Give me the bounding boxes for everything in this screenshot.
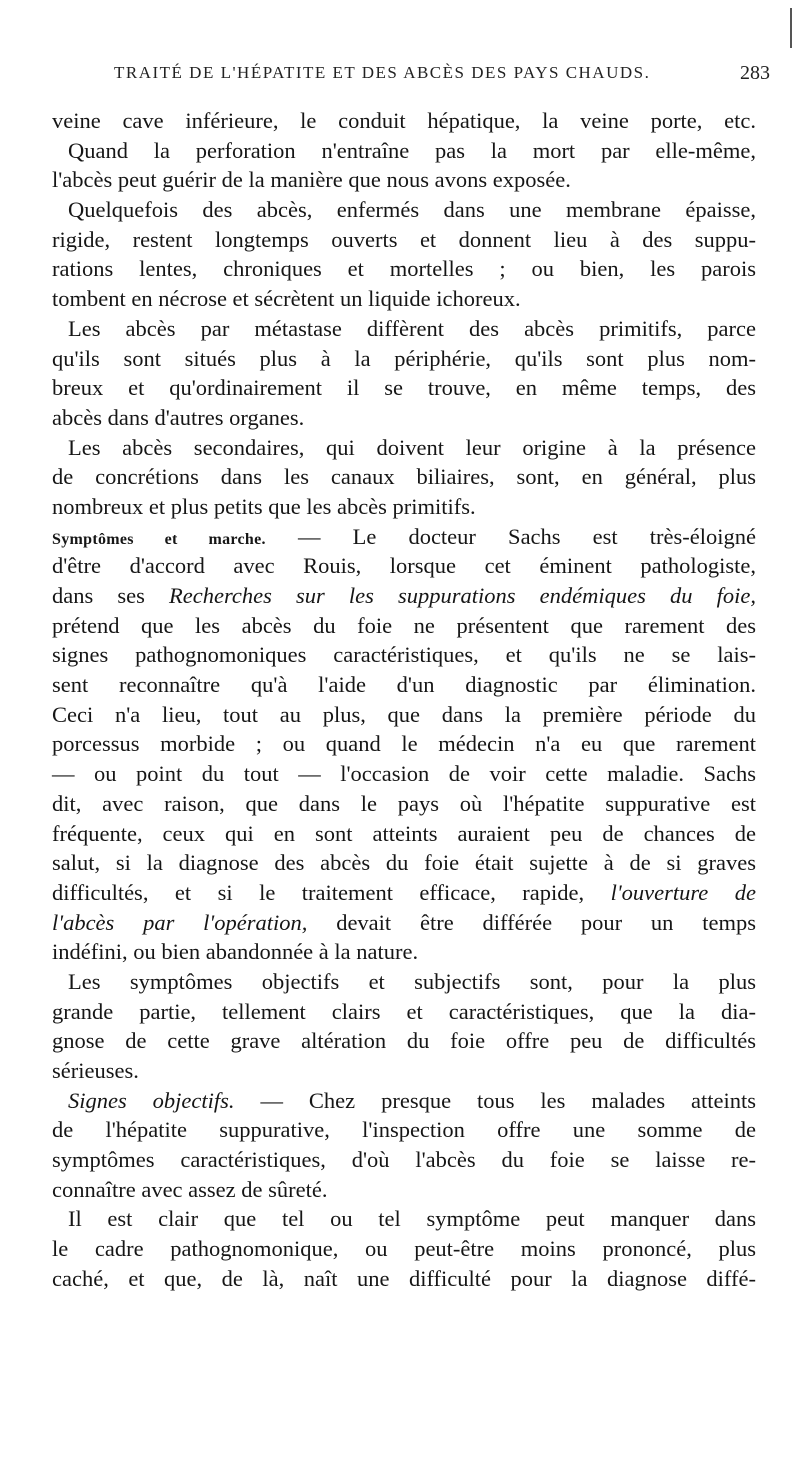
text-run: difficultés, et si le traitement efficace, rapide, bbox=[52, 879, 611, 905]
text-line: Ceci n'a lieu, tout au plus, que dans la première période du bbox=[52, 701, 756, 727]
text-line: grande partie, tellement clairs et caractéristiques, que la dia- bbox=[52, 998, 756, 1024]
text-line bbox=[52, 908, 756, 938]
text-run: dans ses bbox=[52, 583, 169, 608]
text-line: Les symptômes objectifs et subjectifs sont, pour la plus bbox=[68, 968, 756, 994]
text-line: nombreux et plus petits que les abcès primitifs. bbox=[52, 493, 476, 519]
text-line bbox=[52, 878, 756, 908]
body-text bbox=[52, 106, 756, 1294]
text-line: indéfini, ou bien abandonnée à la nature. bbox=[52, 939, 419, 965]
text-line bbox=[52, 1086, 756, 1116]
text-line: d'être d'accord avec Rouis, lorsque cet éminent pathologiste, bbox=[52, 553, 756, 579]
text-line bbox=[52, 522, 756, 552]
page-number: 283 bbox=[740, 62, 770, 84]
text-line: prétend que les abcès du foie ne présentent que rarement des bbox=[52, 612, 756, 638]
text-line: Les abcès secondaires, qui doivent leur origine à la présence bbox=[68, 434, 756, 460]
text-line: sent reconnaître qu'à l'aide d'un diagnostic par élimination. bbox=[52, 672, 756, 698]
text-line: porcessus morbide ; ou quand le médecin n'a eu que rarement bbox=[52, 731, 756, 757]
text-line: caché, et que, de là, naît une difficulté pour la diagnose diffé- bbox=[52, 1265, 756, 1291]
text-line: tombent en nécrose et sécrètent un liquide ichoreux. bbox=[52, 286, 521, 312]
text-run: devait être différée pour un temps bbox=[307, 909, 756, 935]
subsection-heading: Signes objectifs. bbox=[68, 1087, 235, 1113]
text-line: de concrétions dans les canaux biliaires, sont, en général, plus bbox=[52, 464, 756, 490]
text-line: rigide, restent longtemps ouverts et donnent lieu à des suppu- bbox=[52, 226, 756, 252]
italic-phrase: l'ouverture de bbox=[610, 879, 756, 905]
section-heading: Symptômes et marche. bbox=[52, 530, 266, 548]
text-line: abcès dans d'autres organes. bbox=[52, 404, 305, 430]
text-line: le cadre pathognomonique, ou peut-être moins prononcé, plus bbox=[52, 1236, 756, 1262]
text-line: de l'hépatite suppurative, l'inspection offre une somme de bbox=[52, 1117, 756, 1143]
text-run: — Chez presque tous les malades atteints bbox=[234, 1087, 757, 1113]
italic-phrase: l'abcès par l'opération, bbox=[52, 909, 308, 935]
text-line: veine cave inférieure, le conduit hépatique, la veine porte, etc. bbox=[52, 108, 756, 133]
text-line: symptômes caractéristiques, d'où l'abcès du foie se laisse re- bbox=[52, 1147, 756, 1173]
text-line: salut, si la diagnose des abcès du foie était sujette à de si graves bbox=[52, 850, 756, 876]
text-line: Les abcès par métastase diffèrent des abcès primitifs, parce bbox=[68, 315, 756, 341]
text-line bbox=[52, 581, 756, 611]
text-line: Quand la perforation n'entraîne pas la mort par elle-même, bbox=[68, 137, 756, 163]
text-line: dit, avec raison, que dans le pays où l'hépatite suppurative est bbox=[52, 790, 756, 816]
text-line: fréquente, ceux qui en sont atteints auraient peu de chances de bbox=[52, 820, 756, 846]
text-line: Quelquefois des abcès, enfermés dans une membrane épaisse, bbox=[68, 197, 756, 223]
text-line: — ou point du tout — l'occasion de voir cette maladie. Sachs bbox=[52, 761, 756, 787]
text-line: signes pathognomoniques caractéristiques, et qu'ils ne se lais- bbox=[52, 642, 756, 668]
book-title: Recherches sur les suppurations endémiques du foie, bbox=[169, 583, 756, 608]
text-line: connaître avec assez de sûreté. bbox=[52, 1176, 328, 1202]
page-edge-mark bbox=[790, 8, 792, 48]
text-line: gnose de cette grave altération du foie offre peu de difficultés bbox=[52, 1028, 756, 1054]
text-line: breux et qu'ordinairement il se trouve, en même temps, des bbox=[52, 375, 756, 401]
text-run: — Le docteur Sachs est très-éloigné bbox=[265, 523, 757, 549]
text-line: qu'ils sont situés plus à la périphérie, qu'ils sont plus nom- bbox=[52, 345, 756, 371]
text-line: Il est clair que tel ou tel symptôme peut manquer dans bbox=[68, 1206, 756, 1232]
text-line: rations lentes, chroniques et mortelles ; ou bien, les parois bbox=[52, 256, 756, 282]
text-line: l'abcès peut guérir de la manière que nous avons exposée. bbox=[52, 167, 571, 193]
page-header bbox=[52, 60, 770, 90]
running-title: TRAITÉ DE L'HÉPATITE ET DES ABCÈS DES PAYS CHAUDS. bbox=[114, 63, 651, 82]
text-line: sérieuses. bbox=[52, 1058, 139, 1083]
